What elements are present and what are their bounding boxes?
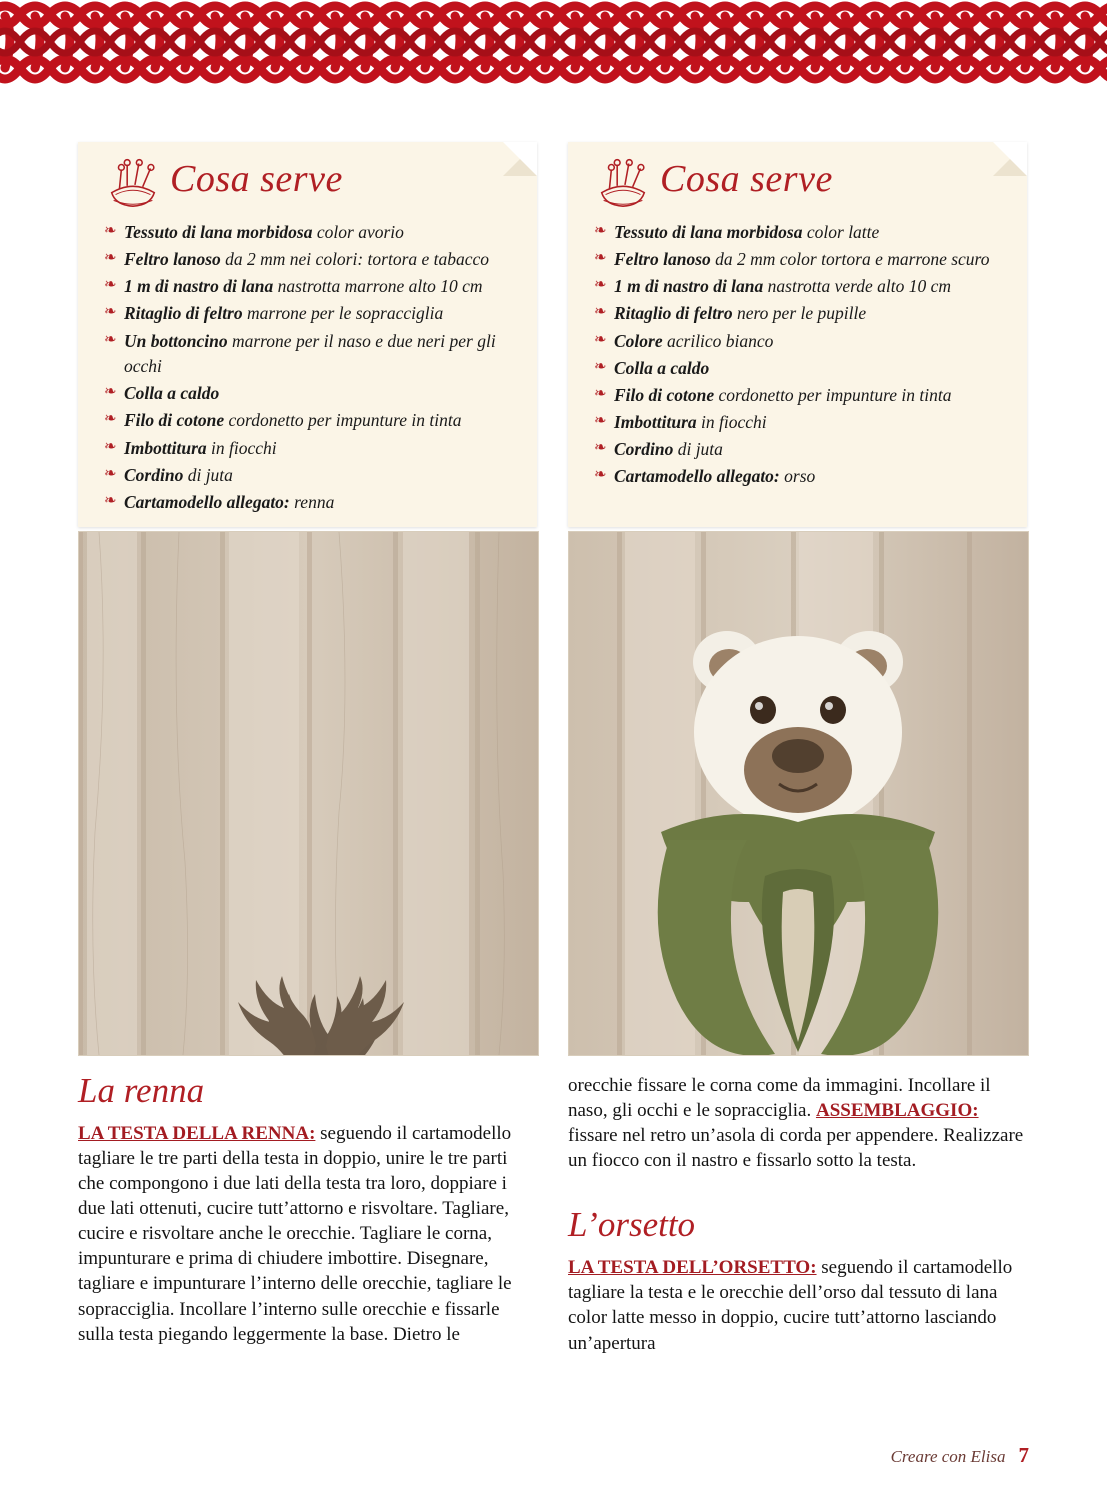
material-item: ❧ 1 m di nastro di lana nastrotta marrone alto 10 cm — [104, 276, 483, 297]
material-item: ❧ Un bottoncino marrone per il naso e due neri per gli occhi — [104, 330, 496, 377]
materials-list — [78, 220, 537, 515]
material-item: ❧ Cordino di juta — [594, 439, 723, 459]
material-item: ❧ Filo di cotone cordonetto per impunture in tinta — [104, 410, 462, 431]
materials-list — [568, 220, 1027, 490]
article-title-orsetto: L’orsetto — [568, 1205, 696, 1245]
article-title-renna: La renna — [78, 1071, 205, 1110]
material-item: ❧ Cordino di juta — [104, 464, 233, 485]
article-paragraph — [568, 1255, 1027, 1355]
pincushion-icon — [102, 150, 164, 212]
bullet-icon: ❧ — [104, 331, 117, 348]
material-item: ❧ Feltro lanoso da 2 mm nei colori: tortora e tabacco — [104, 249, 490, 270]
magazine-name: Creare con Elisa — [890, 1447, 1006, 1466]
article-column-left — [78, 1073, 537, 1347]
bullet-icon: ❧ — [104, 223, 117, 239]
bullet-icon: ❧ — [594, 385, 607, 402]
paragraph-body: seguendo il cartamodello tagliare le tre parti della testa in doppio, unire le tre parti che compongono i due lati della testa tra loro, doppiare i due lati ottenuti, cucire tutt’attorno e risvoltare. Tagliare, cucire e risvoltare anche le orecchie. Tagliare le corna, impunturare e prima di chiudere imbottire. Disegnare, tagliare e impunturare l’interno delle orecchie, tagliare le sopracciglia. Incollare l’interno sulle orecchie e fissarle sulla testa piegando leggermente la base. Dietro le — [78, 1123, 512, 1345]
bullet-icon: ❧ — [104, 277, 117, 294]
bullet-icon: ❧ — [104, 411, 117, 428]
paragraph-lead: LA TESTA DELLA RENNA: — [78, 1123, 316, 1144]
material-item: ❧ Colla a caldo — [594, 357, 710, 378]
materials-card-bear — [568, 142, 1027, 527]
article-paragraph-continued — [568, 1073, 1027, 1173]
bullet-icon: ❧ — [104, 492, 117, 509]
photo-bear-ornament — [568, 531, 1029, 1056]
photo-reindeer-ornament — [78, 531, 539, 1056]
bullet-icon: ❧ — [594, 277, 607, 294]
materials-card-title: Cosa serve — [170, 158, 343, 200]
bullet-icon: ❧ — [104, 438, 117, 455]
materials-card-reindeer — [78, 142, 537, 527]
bullet-icon: ❧ — [104, 384, 117, 401]
article-column-right — [568, 1073, 1027, 1356]
crochet-braid-border — [0, 0, 1107, 100]
bullet-icon: ❧ — [594, 250, 607, 267]
paragraph-lead: LA TESTA DELL’ORSETTO: — [568, 1257, 817, 1279]
material-item: ❧ Tessuto di lana morbidosa color latte — [594, 222, 880, 242]
bullet-icon: ❧ — [594, 304, 607, 321]
article-paragraph — [78, 1121, 537, 1347]
material-item: ❧ Imbottitura in fiocchi — [104, 437, 277, 458]
material-item: ❧ 1 m di nastro di lana nastrotta verde alto 10 cm — [594, 276, 952, 297]
material-item: ❧ Feltro lanoso da 2 mm color tortora e marrone scuro — [594, 249, 990, 270]
materials-card-title: Cosa serve — [660, 158, 833, 200]
bullet-icon: ❧ — [104, 304, 117, 321]
material-item: ❧ Colore acrilico bianco — [594, 330, 774, 351]
bullet-icon: ❧ — [594, 358, 607, 375]
assembly-body: fissare nel retro un’asola di corda per appendere. Realizzare un fiocco con il nastro e fissarlo sotto la testa. — [568, 1125, 1024, 1172]
assembly-lead: ASSEMBLAGGIO: — [815, 1100, 979, 1122]
bullet-icon: ❧ — [594, 223, 607, 239]
materials-card-header — [78, 142, 537, 220]
material-item: ❧ Tessuto di lana morbidosa color avorio — [104, 222, 404, 242]
bullet-icon: ❧ — [594, 331, 607, 348]
page-footer — [891, 1443, 1029, 1468]
bullet-icon: ❧ — [594, 467, 607, 484]
bullet-icon: ❧ — [594, 440, 607, 456]
pincushion-icon — [592, 150, 654, 212]
material-item: ❧ Cartamodello allegato: renna — [104, 491, 335, 512]
continuation-text: orecchie fissare le corna come da immagini. Incollare il naso, gli occhi e le sopracciglia. — [568, 1075, 991, 1122]
material-item: ❧ Cartamodello allegato: orso — [594, 466, 816, 487]
material-item: ❧ Imbottitura in fiocchi — [594, 411, 767, 432]
material-item: ❧ Ritaglio di feltro marrone per le sopracciglia — [104, 303, 444, 324]
material-item: ❧ Ritaglio di feltro nero per le pupille — [594, 303, 867, 324]
page-number: 7 — [1018, 1443, 1029, 1467]
bullet-icon: ❧ — [104, 250, 117, 267]
material-item: ❧ Colla a caldo — [104, 383, 220, 404]
bullet-icon: ❧ — [594, 412, 607, 429]
paragraph-body: seguendo il cartamodello tagliare la testa e le orecchie dell’orso dal tessuto di lana color latte messo in doppio, cucire tutt’attorno lasciando un’apertura — [568, 1257, 1013, 1354]
materials-card-header — [568, 142, 1027, 220]
bullet-icon: ❧ — [104, 465, 117, 482]
material-item: ❧ Filo di cotone cordonetto per impunture in tinta — [594, 384, 952, 405]
